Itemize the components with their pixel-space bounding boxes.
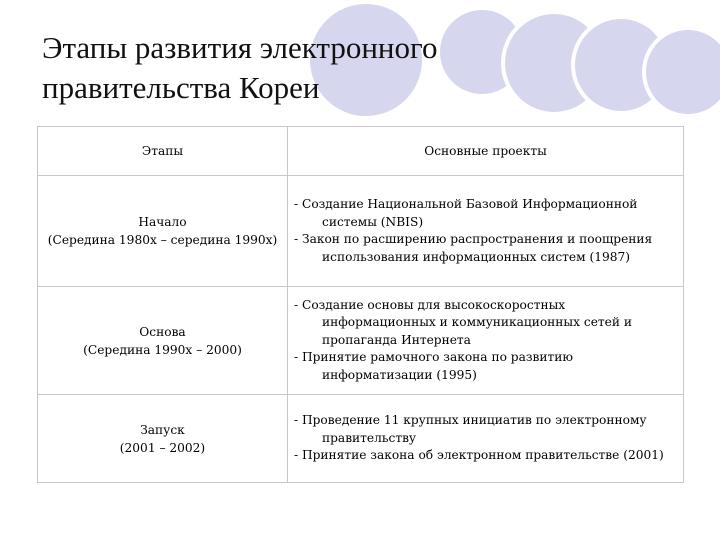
project-item: - Принятие рамочного закона по развитию информатизации (1995): [294, 350, 573, 382]
project-item: - Проведение 11 крупных инициатив по электронному правительству: [294, 413, 647, 445]
stage-name: Основа: [139, 324, 186, 339]
table-row: [38, 395, 684, 483]
decor-circle-5: [644, 28, 720, 116]
slide-title-line-2: правительства Кореи: [42, 70, 320, 105]
slide-title-line-1: Этапы развития электронного: [42, 30, 438, 65]
table-row: [38, 176, 684, 287]
projects-cell: [288, 176, 684, 287]
header-stages: Этапы: [38, 127, 288, 176]
stage-period: (Середина 1980х – середина 1990х): [47, 233, 278, 247]
project-item: - Закон по расширению распространения и поощрения использования информационных систем (1987): [294, 232, 653, 264]
projects-cell: [288, 395, 684, 483]
stage-name: Начало: [138, 215, 187, 229]
stage-cell: [38, 287, 288, 395]
stage-period: (2001 – 2002): [119, 440, 206, 455]
slide-title: [42, 28, 562, 108]
header-projects: Основные проекты: [288, 127, 684, 176]
projects-cell: [288, 287, 684, 395]
stage-cell: [38, 395, 288, 483]
stage-cell: [38, 176, 288, 287]
table-row: [38, 287, 684, 395]
project-item: - Принятие закона об электронном правительстве (2001): [294, 448, 664, 463]
project-item: - Создание Национальной Базовой Информационной системы (NBIS): [294, 197, 638, 229]
project-item: - Создание основы для высокоскоростных информационных и коммуникационных сетей и пропаганда Интернета: [294, 297, 632, 347]
table-header-row: [38, 127, 684, 176]
stage-period: (Середина 1990х – 2000): [83, 342, 242, 357]
stages-table: [37, 126, 684, 483]
stage-name: Запуск: [140, 422, 185, 437]
